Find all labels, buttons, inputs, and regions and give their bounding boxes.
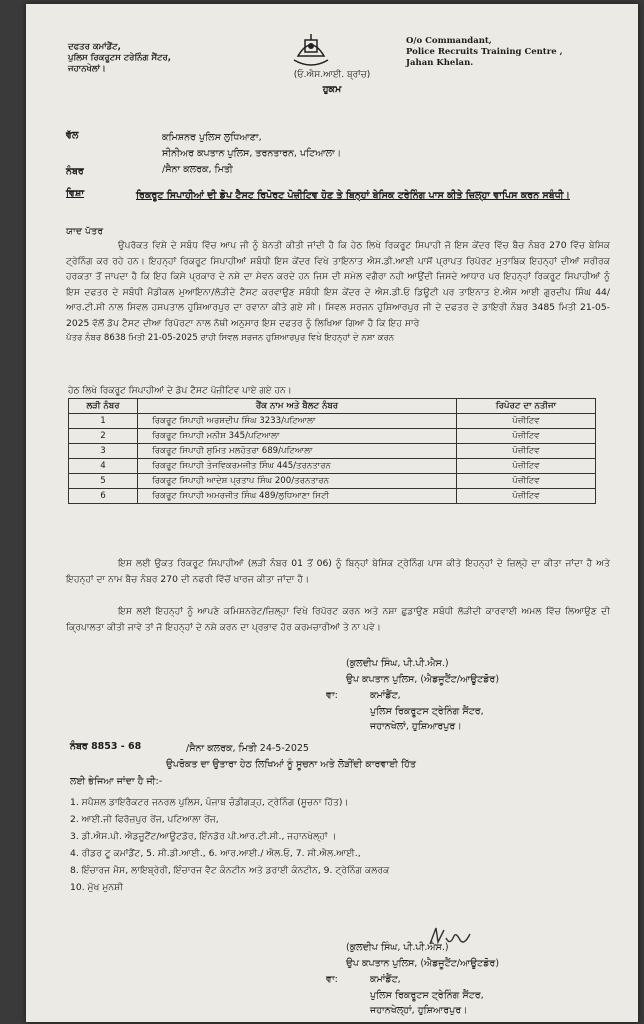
recruit-name-cell: ਰਿਕਰੂਟ ਸਿਪਾਹੀ ਮਨੀਸ਼ 345/ਪਟਿਆਲਾ (138, 429, 457, 444)
office-line: ਜਹਾਨਖੇਲ੍ਹਾਂ, ਹੁਸ਼ਿਆਰਪੁਰ। (370, 1005, 468, 1016)
list-item: 3. ਡੀ.ਐਸ.ਪੀ. ਐਡਜੂਟੈਂਟ/ਆਊਟਡੋਰ, ਇੰਨਡੋਰ ਪੀ.ਆਰ.ਟੀ.ਸੀ., ਜਹਾਨਖੇਲ੍ਹਾਂ । (70, 831, 337, 842)
serial-number-cell: 1 (69, 414, 138, 429)
header-right-line: O/o Commandant, (406, 36, 492, 46)
branch-name: (ਓ.ਐਸ.ਆਈ. ਬ੍ਰਾਂਚ) (293, 70, 371, 80)
instruction-paragraph (66, 604, 610, 635)
serial-number-cell: 5 (69, 474, 138, 489)
office-line: ਕਮਾਂਡੈਂਟ, (370, 974, 401, 985)
document-sheet (26, 4, 638, 1022)
to-label: ਵੱਲ (66, 130, 79, 141)
recruit-name-cell: ਰਿਕਰੂਟ ਸਿਪਾਹੀ ਤੇਜਵਿਕਰਮਜੀਤ ਸਿੰਘ 445/ਤਰਨਤਾਰਨ (138, 459, 457, 474)
recruit-name-cell: ਰਿਕਰੂਟ ਸਿਪਾਹੀ ਅਰਸ਼ਦੀਪ ਸਿੰਘ 3233/ਪਟਿਆਲਾ (138, 414, 457, 429)
body-paragraph (66, 238, 610, 347)
number-label: ਨੰਬਰ (66, 166, 84, 177)
copy-forward-line: ਲਈ ਭੇਜਿਆ ਜਾਂਦਾ ਹੈ ਜੀ:- (70, 776, 163, 787)
list-item: 1. ਸਪੈਸ਼ਲ ਡਾਇਰੈਕਟਰ ਜਨਰਲ ਪੁਲਿਸ, ਪੰਜਾਬ ਚੰਡੀਗੜ੍ਹ, ਟ੍ਰੇਨਿੰਗ (ਸੂਚਨਾ ਹਿੱਤ)। (70, 797, 349, 808)
header-left-line: ਦਫਤਰ ਕਮਾਂਡੈਂਟ, (68, 42, 121, 52)
distribution-list (70, 794, 620, 896)
addressee-line: /ਸੈਨਾ ਕਲਰਕ, ਮਿਤੀ (162, 164, 233, 175)
table-row (69, 459, 596, 474)
serial-number-cell: 3 (69, 444, 138, 459)
result-cell: ਪੋਜ਼ੀਟਿਵ (457, 459, 596, 474)
recruit-name-cell: ਰਿਕਰੂਟ ਸਿਪਾਹੀ ਅਮਰਜੀਤ ਸਿੰਘ 489/ਲੁਧਿਆਣਾ ਸਿਟੀ (138, 489, 457, 504)
table-header-row (69, 399, 596, 414)
order-paragraph (66, 556, 610, 587)
serial-number-cell: 4 (69, 459, 138, 474)
office-line: ਕਮਾਂਡੈਂਟ, (370, 690, 401, 701)
table-row (69, 444, 596, 459)
result-cell: ਪੋਜ਼ੀਟਿਵ (457, 444, 596, 459)
list-item: 8. ਇੰਚਾਰਜ ਮੈਸ, ਲਾਇਬ੍ਰੇਰੀ, ਇੰਚਾਰਜ ਵੈਟ ਕੰਨਟੀਨ ਅਤੇ ਡਰਾਈ ਕੰਨਟੀਨ, 9. ਟ੍ਰੇਨਿੰਗ ਕਲਰਕ (70, 865, 390, 876)
signature-for-label: ਵਾ: (326, 690, 338, 701)
copy-forward-line: ਉਪਰੋਕਤ ਦਾ ਉਤਾਰਾ ਹੇਠ ਲਿਖਿਆਂ ਨੂੰ ਸੂਚਨਾ ਅਤੇ ਲੋੜੀਂਦੀ ਕਾਰਵਾਈ ਹਿੱਤ (166, 759, 416, 770)
signature-block (346, 656, 499, 687)
table-header-cell: ਰੈਂਕ ਨਾਮ ਅਤੇ ਬੈਲਟ ਨੰਬਰ (138, 399, 457, 414)
recruit-name-cell: ਰਿਕਰੂਟ ਸਿਪਾਹੀ ਸੁਮਿਤ ਮਲਹੋਤਰਾ 689/ਪਟਿਆਲਾ (138, 444, 457, 459)
signatory-designation: ਉਪ ਕਪਤਾਨ ਪੁਲਿਸ, (ਐਡਜੂਟੈਂਟ/ਆਊਟਡੋਰ) (346, 957, 500, 969)
signatory-designation: ਉਪ ਕਪਤਾਨ ਪੁਲਿਸ, (ਐਡਜੂਟੈਂਟ/ਆਊਟਡੋਰ) (346, 673, 500, 685)
list-item: 4. ਰੀਡਰ ਟੂ ਕਮਾਂਡੈਂਟ, 5. ਸੀ.ਡੀ.ਆਈ., 6. ਆਰ.ਆਈ./ ਐਲ.ਓ, 7. ਸੀ.ਐਲ.ਆਈ., (70, 848, 361, 859)
header-right-line: Police Recruits Training Centre , (406, 47, 563, 57)
signatory-office (370, 972, 484, 1019)
addressee-block (162, 130, 341, 178)
list-item: 10. ਮੁੱਖ ਮੁਨਸ਼ੀ (70, 882, 123, 893)
result-cell: ਪੋਜ਼ੀਟਿਵ (457, 489, 596, 504)
body-paragraph-extra: ਪੱਤਰ ਨੰਬਰ 8638 ਮਿਤੀ 21-05-2025 ਰਾਹੀ ਸਿਵਲ ਸਰਜਨ ਹੁਸ਼ਿਆਰਪੁਰ ਵਿਖੇ ਇਹਨ੍ਹਾਂ ਦੇ ਨਸ਼ਾ ਕਰਨ (66, 333, 395, 343)
table-row (69, 414, 596, 429)
table-header-cell: ਰਿਪੋਰਟ ਦਾ ਨਤੀਜਾ (457, 399, 596, 414)
list-item: 2. ਆਈ.ਜੀ ਫਿਰੋਜ਼ਪੁਰ ਰੇਂਜ, ਪਟਿਆਲਾ ਰੇਂਜ, (70, 814, 219, 825)
signature-for-label: ਵਾ: (326, 974, 338, 985)
subject-text: ਰਿਕਰੂਟ ਸਿਪਾਹੀਆਂ ਦੀ ਡੋਪ ਟੈਸਟ ਰਿਪੋਰਟ ਪੋਜ਼ੀਟਿਵ ਹੋਣ ਤੇ ਬਿਨ੍ਹਾਂ ਬੇਸਿਕ ਟਰੇਨਿੰਗ ਪਾਸ ਕੀਤੇ ਜ਼ਿਲ੍ਹਾ ਵਾਪਿਸ ਕਰਨ ਸਬੰਧੀ। (136, 190, 570, 201)
recruit-name-cell: ਰਿਕਰੂਟ ਸਿਪਾਹੀ ਆਦੇਸ਼ ਪ੍ਰਤਾਪ ਸਿੰਘ 200/ਤਰਨਤਾਰਨ (138, 474, 457, 489)
table-caption: ਹੇਠ ਲਿਖੇ ਰਿਕਰੂਟ ਸਿਪਾਹੀਆਂ ਦੇ ਡੋਪ ਟੈਸਟ ਪੋਜ਼ੀਟਿਵ ਪਾਏ ਗਏ ਹਨ। (68, 386, 292, 396)
subject-label: ਵਿਸ਼ਾ (66, 188, 85, 199)
office-line: ਪੁਲਿਸ ਰਿਕਰੂਟਸ ਟ੍ਰੇਨਿੰਗ ਸੈਂਟਰ, (370, 989, 484, 1001)
table-row (69, 489, 596, 504)
endorsement-number: ਨੰਬਰ 8853 - 68 (70, 741, 142, 752)
signature-block (346, 940, 499, 971)
instruction-paragraph-text: ਇਸ ਲਈ ਇਹਨ੍ਹਾਂ ਨੂੰ ਆਪਣੇ ਕਮਿਸ਼ਨਰੇਟ/ਜ਼ਿਲ੍ਹਾ ਵਿਖੇ ਰਿਪੋਰਟ ਕਰਨ ਅਤੇ ਨਸ਼ਾ ਛੁਡਾਉਣ ਸਬੰਧੀ ਲੋੜੀਦੀ ਕਾਰਵਾਈ ਅਮਲ ਵਿੱਚ ਲਿਆਉਣ ਦੀ ਕ੍ਰਿਪਾਲਤਾ ਕੀਤੀ ਜਾਵੇ ਤਾਂ ਜੋ ਇਹਨ੍ਹਾਂ ਦੇ ਨਸ਼ੇ ਕਰਨ ਦਾ ਪ੍ਰਭਾਵ ਹੋਰ ਕਰਮਚਾਰੀਆਂ ਤੇ ਨਾ ਪਵੇ। (66, 606, 610, 633)
result-cell: ਪੋਜ਼ੀਟਿਵ (457, 474, 596, 489)
table-row (69, 474, 596, 489)
signatory-office (370, 688, 484, 735)
office-line: ਪੁਲਿਸ ਰਿਕਰੂਟਸ ਟ੍ਰੇਨਿੰਗ ਸੈਂਟਰ, (370, 705, 484, 717)
body-paragraph-text: ਉਪਰੋਕਤ ਵਿਸ਼ੇ ਦੇ ਸਬੰਧ ਵਿੱਚ ਆਪ ਜੀ ਨੂੰ ਬੇਨਤੀ ਕੀਤੀ ਜਾਂਦੀ ਹੈ ਕਿ ਹੇਠ ਲਿਖੇ ਰਿਕਰੂਟ ਸਿਪਾਹੀ ਜੋ ਇਸ ਕੇਂਦਰ ਵਿੱਚ ਬੈਚ ਨੰਬਰ 270 ਵਿੱਚ ਬੇਸਿਕ ਟ੍ਰੇਨਿੰਗ ਕਰ ਰਹੇ ਹਨ। ਇਹਨ੍ਹਾਂ ਰਿਕਰੂਟ ਸਿਪਾਹੀਆਂ ਸਬੰਧੀ ਇਸ ਕੇਂਦਰ ਵਿਖੇ ਤਾਇਨਾਤ ਐਸ.ਡੀ.ਆਈ ਪਾਸੋਂ ਪ੍ਰਾਪਤ ਰਿਪੋਰਟ ਮੁਤਾਬਿਕ ਇਹਨ੍ਹਾਂ ਦੀਆਂ ਸਰੀਰਕ ਹਰਕਤਾ ਤੋਂ ਜਾਪਦਾ ਹੈ ਕਿ ਇਹ ਕਿਸੇ ਪ੍ਰਕਾਰ ਦੇ ਨਸ਼ੇ ਦਾ ਸੇਵਨ ਕਰਦੇ ਹਨ ਜਿਸ ਦੀ ਸਮੇਲ ਵਗੈਰਾ ਨਹੀ ਆਉਂਦੀ ਜਿਸਦੇ ਆਧਾਰ ਪਰ ਇਹਨ੍ਹਾਂ ਰਿਕਰੂਟ ਸਿਪਾਹੀਆਂ ਨੂੰ ਇਸ ਦਫਤਰ ਦੇ ਸਬੰਧੀ ਮੈਡੀਕਲ ਮੁਆਇਨਾ/ਲੋੜੀਦੇ ਟੈਸਟ ਕਰਵਾਉਣ ਸਬੰਧੀ ਇਸ ਕੇਂਦਰ ਦੇ ਐਸ.ਡੀ.ਓ ਡਿਊਟੀ ਪਰ ਤਾਇਨਾਤ ਏ.ਐਸ ਆਈ ਗੁਰਦੀਪ ਸਿੰਘ 44/ਆਰ.ਟੀ.ਸੀ ਨਾਲ ਸਿਵਲ ਹਸਪਤਾਲ ਹੁਸ਼ਿਆਰਪੁਰ ਦਾ ਰਵਾਨਾ ਕੀਤੇ ਗਏ ਸੀ। ਸਿਵਲ ਸਰਜਨ ਹੁਸ਼ਿਆਰਪੁਰ ਜੀ ਦੇ ਦਫਤਰ ਦੇ ਡਾਇਰੀ ਨੰਬਰ 3485 ਮਿਤੀ 21-05-2025 ਵੱਲੋਂ ਡੋਪ ਟੈਸਟ ਦੀਆ ਰਿਪੋਰਟਾ ਨਾਲ ਨੱਥੀ ਅਨੁਸਾਰ ਇਸ ਦਫਤਰ ਨੂੰ ਲਿਖਿਆ ਗਿਆ ਹੈ ਕਿ ਇਹ ਸਾਰੇ (66, 240, 610, 329)
signatory-name: (ਕੁਲਦੀਪ ਸਿੰਘ, ਪੀ.ਪੀ.ਐਸ.) (346, 658, 449, 669)
reference-label: ਯਾਦ ਪੱਤਰ (66, 226, 104, 237)
table-row (69, 429, 596, 444)
office-header-english (406, 36, 563, 69)
header-right-line: Jahan Khelan. (406, 58, 474, 68)
addressee-line: ਕਮਿਸ਼ਨਰ ਪੁਲਿਸ ਲੁਧਿਆਣਾ, (162, 132, 262, 143)
order-title: ਹੁਕਮ (322, 84, 342, 95)
serial-number-cell: 2 (69, 429, 138, 444)
header-left-line: ਜਹਾਨਖੇਲਾਂ। (68, 64, 106, 74)
header-left-line: ਪੁਲਿਸ ਰਿਕਰੂਟਸ ਟਰੇਨਿੰਗ ਸੈਂਟਰ, (68, 53, 171, 63)
addressee-line: ਸੀਨੀਅਰ ਕਪਤਾਨ ਪੁਲਿਸ, ਤਰਨਤਾਰਨ, ਪਟਿਆਲਾ। (162, 148, 342, 159)
result-cell: ਪੋਜ਼ੀਟਿਵ (457, 414, 596, 429)
police-emblem-icon (288, 30, 334, 70)
office-line: ਜਹਾਨਖੇਲਾਂ, ਹੁਸ਼ਿਆਰਪੁਰ। (370, 721, 462, 732)
table-header-cell: ਲੜੀ ਨੰਬਰ (69, 399, 138, 414)
signatory-name: (ਕੁਲਦੀਪ ਸਿੰਘ, ਪੀ.ਪੀ.ਐਸ.) (346, 942, 449, 953)
clerk-date: /ਸੈਨਾ ਕਲਰਕ, ਮਿਤੀ 24-5-2025 (186, 743, 309, 754)
order-paragraph-text: ਇਸ ਲਈ ਉਕਤ ਰਿਕਰੂਟ ਸਿਪਾਹੀਆਂ (ਲੜੀ ਨੰਬਰ 01 ਤੋਂ 06) ਨੂੰ ਬਿਨ੍ਹਾਂ ਬੇਸਿਕ ਟ੍ਰੇਨਿੰਗ ਪਾਸ ਕੀਤੇ ਇਹਨ੍ਹਾਂ ਦੇ ਜ਼ਿਲ੍ਹੇ ਦਾ ਕੀਤਾ ਜਾਂਦਾ ਹੈ ਅਤੇ ਇਹਨ੍ਹਾਂ ਦਾ ਨਾਮ ਬੈਚ ਨੰਬਰ 270 ਦੀ ਨਫਰੀ ਵਿੱਚੋਂ ਖਾਰਜ ਕੀਤਾ ਜਾਂਦਾ ਹੈ। (66, 558, 610, 585)
serial-number-cell: 6 (69, 489, 138, 504)
result-cell: ਪੋਜ਼ੀਟਿਵ (457, 429, 596, 444)
dope-test-results-table (68, 398, 596, 504)
